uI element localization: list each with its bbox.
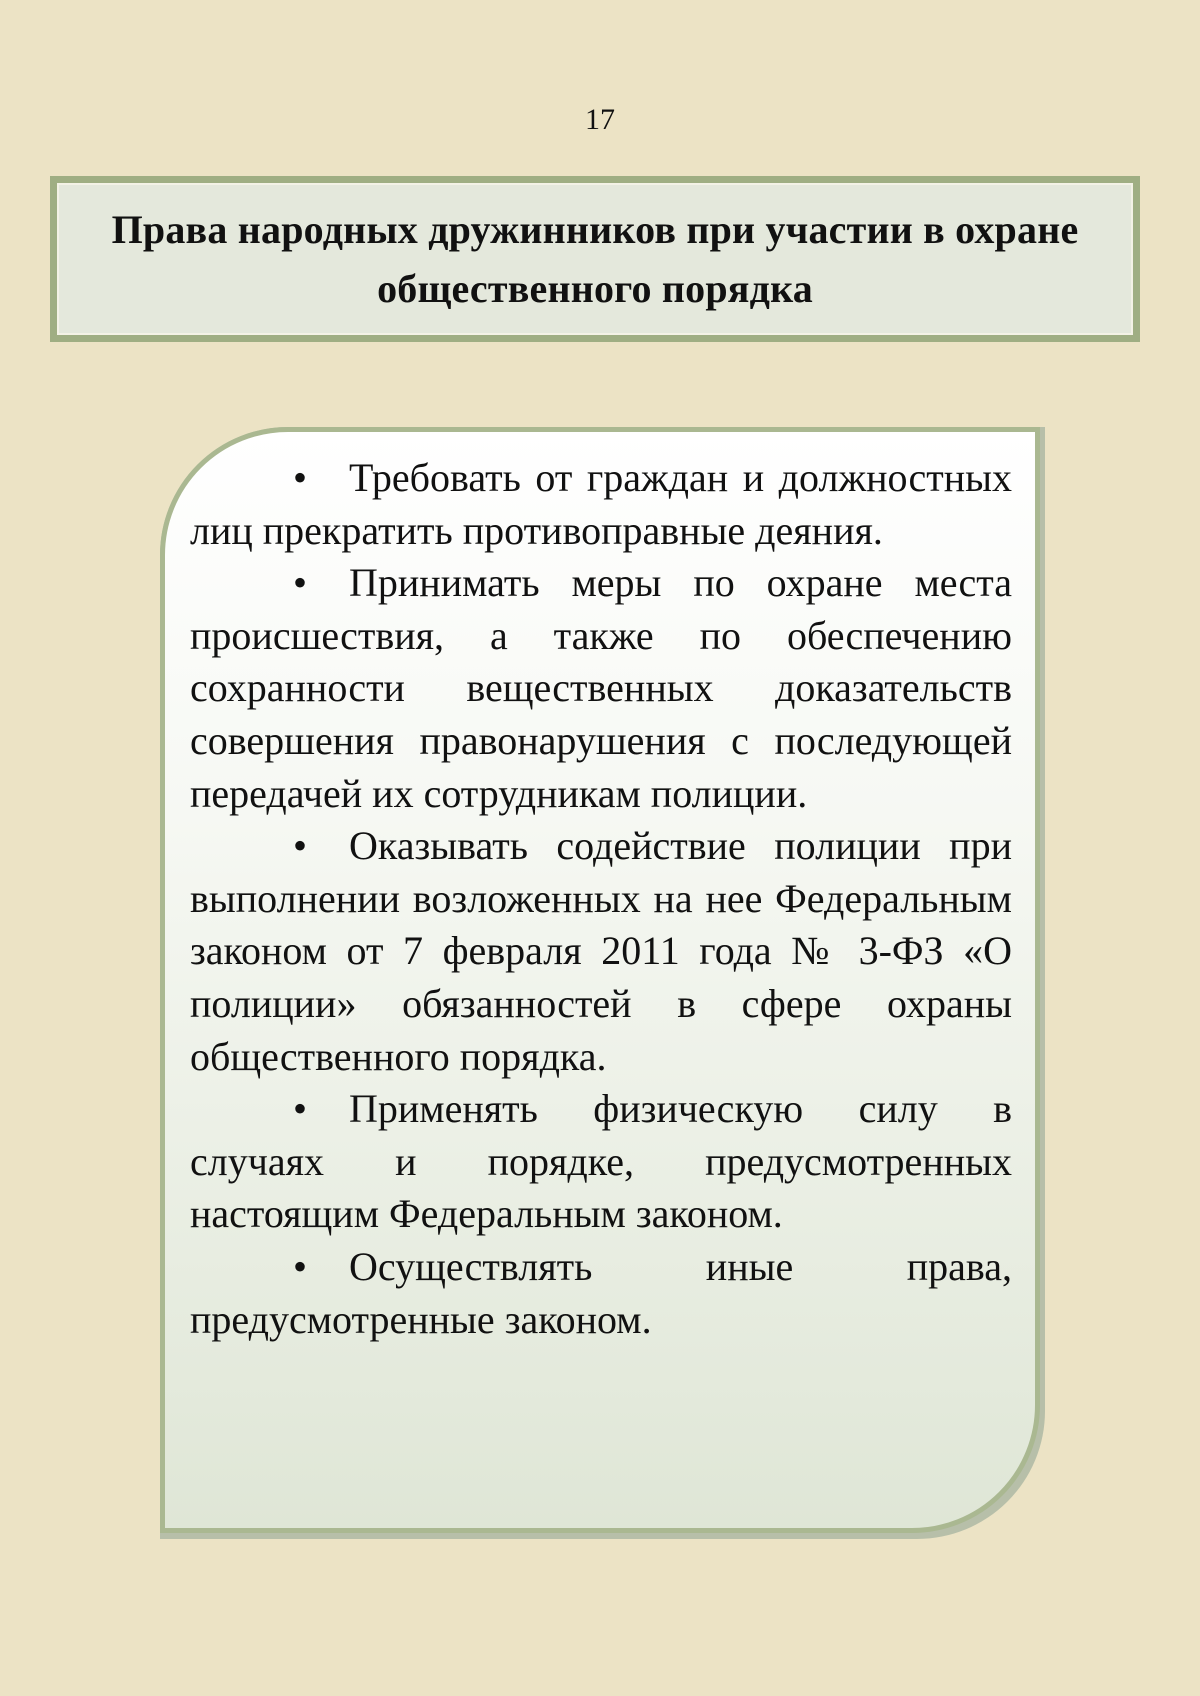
bullet-icon: •: [293, 455, 308, 500]
list-item-use-force: [190, 1083, 1012, 1241]
bullet-icon: •: [293, 1243, 308, 1289]
list-item-text: Принимать меры по охране места происшествия, а также по обеспечению сохранности вещественных доказательств совершения правонарушения с последующей передачей их сотрудникам полиции.: [190, 560, 1012, 816]
list-item-protect-scene: [190, 557, 1012, 820]
title-frame: [50, 176, 1140, 342]
list-item-text: Оказывать содействие полиции при выполнении возложенных на нее Федеральным законом от 7 февраля 2011 года № 3-ФЗ «О полиции» обязанностей в сфере охраны общественного порядка.: [190, 823, 1012, 1079]
list-item-text: Требовать от граждан и должностных лиц прекратить противоправные деяния.: [190, 455, 1012, 553]
page-number: 17: [585, 103, 615, 136]
bullet-icon: •: [293, 1086, 308, 1132]
title-frame-inner: [57, 183, 1133, 335]
list-item-text: Применять физическую силу в случаях и порядке, предусмотренных настоящим Федеральным законом.: [190, 1086, 1012, 1237]
bullet-icon: •: [293, 823, 308, 869]
list-item-other-rights: [190, 1241, 1012, 1346]
list-item-assist-police: [190, 820, 1012, 1083]
list-item-demand-cease: [190, 452, 1012, 557]
bullet-icon: •: [293, 560, 308, 606]
page-title: Права народных дружинников при участии в охране общественного порядка: [111, 207, 1079, 311]
rights-list: [190, 452, 1012, 1346]
list-item-text: Осуществлять иные права, предусмотренные законом.: [190, 1243, 1012, 1342]
